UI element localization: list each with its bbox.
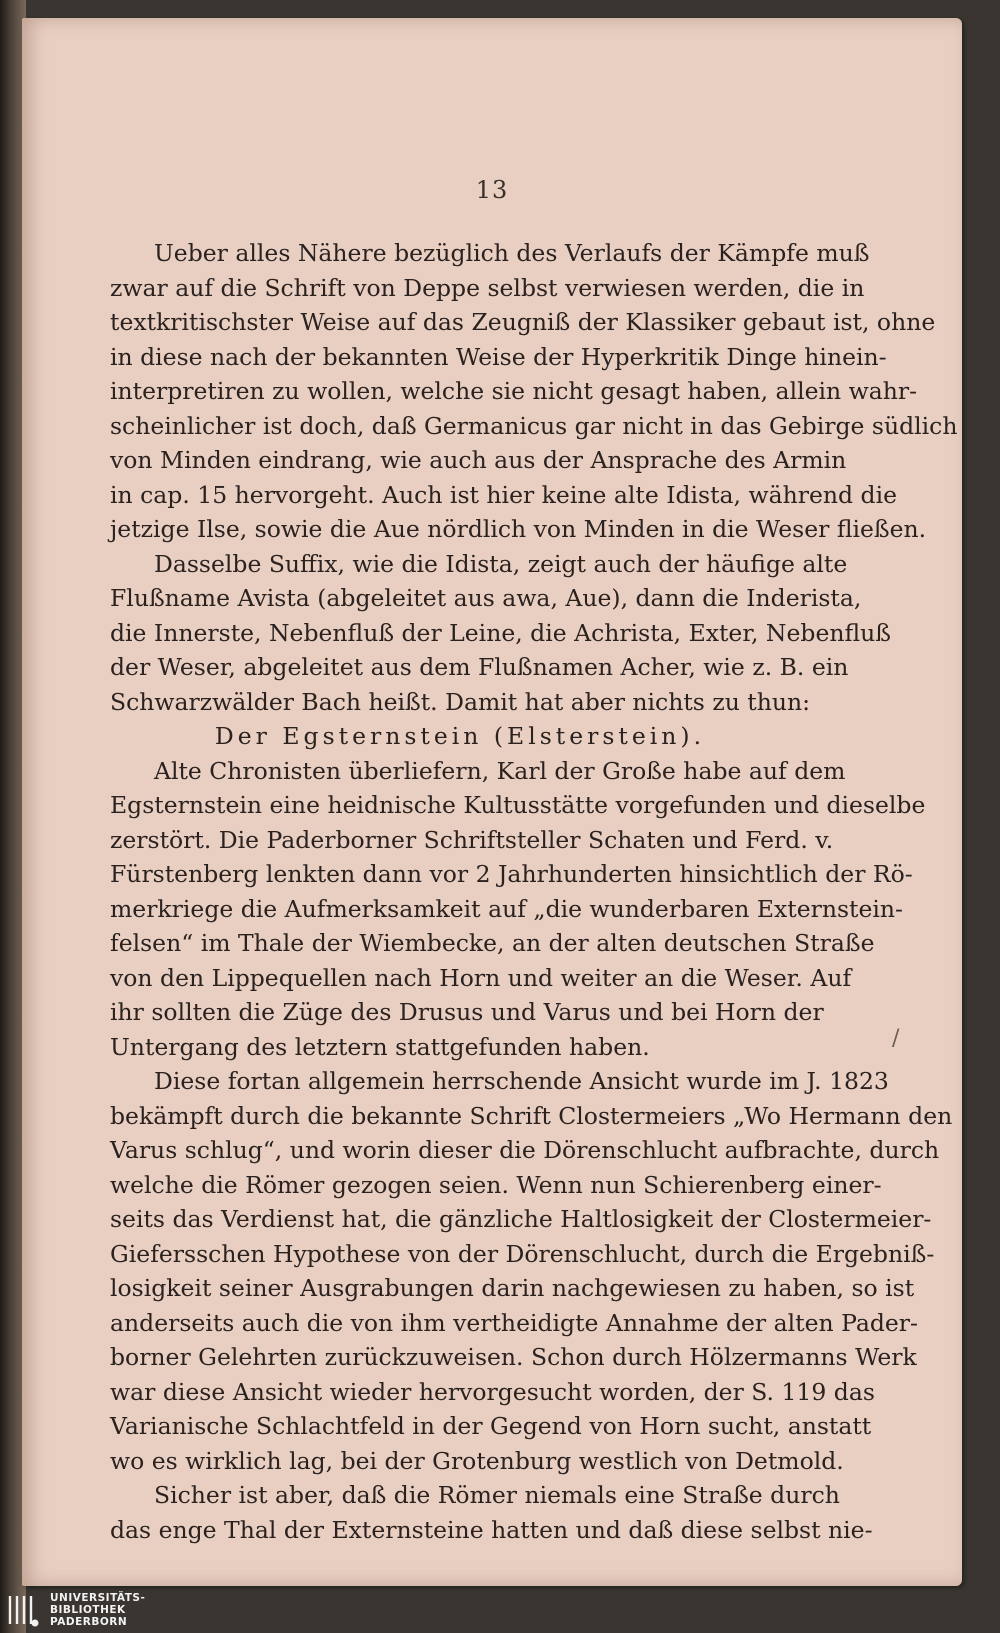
library-logo [4,1590,244,1630]
library-name [50,1592,145,1628]
text-line: Untergang des letztern stattgefunden haben. [110,1032,650,1061]
text-line: die Innerste, Nebenfluß der Leine, die Achrista, Exter, Nebenfluß [110,618,891,647]
text-line: Varus schlug“, und worin dieser die Dörenschlucht aufbrachte, durch [110,1136,940,1164]
text-line: scheinlicher ist doch, daß Germanicus gar nicht in das Gebirge südlich [110,411,958,440]
text-line: felsen“ im Thale der Wiembecke, an der alten deutschen Straße [110,929,875,957]
text-line: interpretiren zu wollen, welche sie nicht gesagt haben, allein wahr- [110,377,918,405]
text-line: borner Gelehrten zurückzuweisen. Schon durch Hölzermanns Werk [110,1343,917,1371]
library-logo-icon [4,1592,40,1628]
text-line: zerstört. Die Paderborner Schriftsteller Schaten und Ferd. v. [110,825,834,854]
text-line: Flußname Avista (abgeleitet aus awa, Aue), dann die Inderista, [110,584,862,612]
text-line: jetzige Ilse, sowie die Aue nördlich von Minden in die Weser fließen. [110,515,927,543]
text-line: Sicher ist aber, daß die Römer niemals eine Straße durch [154,1481,840,1509]
text-line: merkriege die Aufmerksamkeit auf „die wunderbaren Externstein- [110,894,903,923]
text-line: war diese Ansicht wieder hervorgesucht worden, der S. 119 das [110,1377,875,1406]
text-line: von den Lippequellen nach Horn und weiter an die Weser. Auf [110,963,852,992]
page-number: 13 [475,176,509,204]
text-line: Diese fortan allgemein herrschende Ansicht wurde im J. 1823 [154,1067,889,1095]
text-line: in diese nach der bekannten Weise der Hyperkritik Dinge hinein- [110,342,887,371]
text-line: Alte Chronisten überliefern, Karl der Große habe auf dem [154,756,846,785]
section-heading: Der Egsternstein (Elsterstein). [214,722,706,750]
text-line: Egsternstein eine heidnische Kultusstätte vorgefunden und dieselbe [110,791,926,819]
text-line: seits das Verdienst hat, die gänzliche Haltlosigkeit der Clostermeier- [110,1205,932,1233]
text-line: Fürstenberg lenkten dann vor 2 Jahrhunderten hinsichtlich der Rö- [110,860,913,888]
text-line: anderseits auch die von ihm vertheidigte Annahme der alten Pader- [110,1308,918,1337]
text-line: von Minden eindrang, wie auch aus der Ansprache des Armin [110,446,847,474]
text-line: Ueber alles Nähere bezüglich des Verlaufs der Kämpfe muß [154,239,870,267]
book-page [22,18,962,1586]
text-line: bekämpft durch die bekannte Schrift Clostermeiers „Wo Hermann den [110,1101,953,1130]
text-line: losigkeit seiner Ausgrabungen darin nachgewiesen zu haben, so ist [110,1274,915,1302]
text-line: Schwarzwälder Bach heißt. Damit hat aber nichts zu thun: [110,687,811,716]
text-line: der Weser, abgeleitet aus dem Flußnamen Acher, wie z. B. ein [110,653,849,681]
text-line: Varianische Schlachtfeld in der Gegend von Horn sucht, anstatt [110,1412,872,1440]
margin-mark: / [892,1026,900,1051]
page-text [110,236,958,1547]
library-name-line: UNIVERSITÄTS- [50,1592,146,1604]
text-line: das enge Thal der Externsteine hatten und daß diese selbst nie- [110,1515,873,1544]
text-line: wo es wirklich lag, bei der Grotenburg westlich von Detmold. [110,1446,844,1475]
text-line: in cap. 15 hervorgeht. Auch ist hier keine alte Idista, während die [110,480,898,509]
text-line: Giefersschen Hypothese von der Dörenschlucht, durch die Ergebniß- [110,1239,935,1268]
text-line: welche die Römer gezogen seien. Wenn nun Schierenberg einer- [110,1170,882,1199]
library-name-line: PADERBORN [50,1616,128,1628]
text-line: zwar auf die Schrift von Deppe selbst verwiesen werden, die in [110,273,865,302]
library-name-line: BIBLIOTHEK [50,1604,126,1616]
text-line: ihr sollten die Züge des Drusus und Varus und bei Horn der [110,998,824,1026]
text-line: Dasselbe Suffix, wie die Idista, zeigt auch der häufige alte [154,549,848,578]
text-line: textkritischster Weise auf das Zeugniß der Klassiker gebaut ist, ohne [110,308,936,336]
